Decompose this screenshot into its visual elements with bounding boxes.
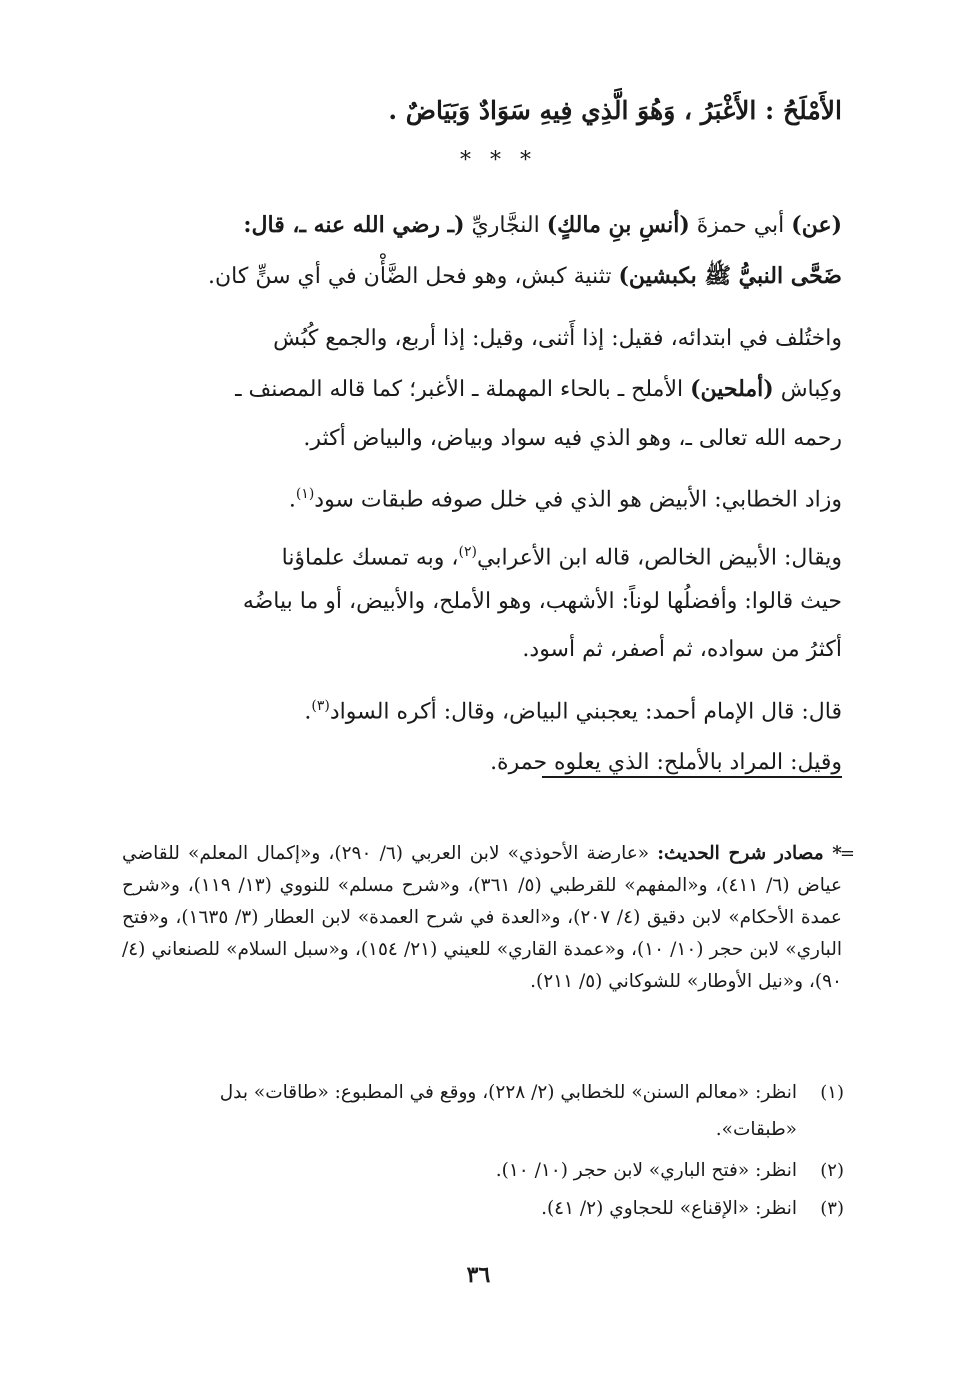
footnote-sources	[122, 838, 842, 998]
paragraph-text: .	[304, 699, 312, 725]
hadith-text: النجَّاريِّ	[464, 213, 547, 238]
footnote-continuation-marker: =	[839, 843, 855, 864]
paragraph-text: .	[288, 487, 296, 513]
footnote-sources-text: «عارضة الأحوذي» لابن العربي (٦/ ٢٩٠)، و«إكمال المعلم» للقاضي عياض (٦/ ٤١١)، و«المفهم» للقرطبي (٥/ ٣٦١)، و«شرح مسلم» للنووي (١٣/ ١١٩)، و«شرح عمدة الأحكام» لابن دقيق (٤/ ٢٠٧)، و«العدة في شرح العمدة» لابن العطار (٣/ ١٦٣٥)، و«فتح الباري» لابن حجر (١٠/ ١٠)، و«عمدة القاري» للعيني (٢١/ ١٥٤)، و«سبل السلام» للصنعاني (٤/ ٩٠)، و«نيل الأوطار» للشوكاني (٥/ ٢١١).	[122, 843, 842, 992]
hadith-bold-matn: ضَحَّى النبيُّ ﷺ بكبشين)	[618, 263, 842, 289]
footnote-ref: (٣)	[311, 698, 330, 714]
paragraph-text: ويقال: الأبيض الخالص، قاله ابن الأعرابي	[477, 545, 842, 571]
paragraph-line: وقيل: المراد بالأملح: الذي يعلوه حمرة.	[490, 750, 842, 775]
paragraph-text: قال: قال الإمام أحمد: يعجبني البياض، وقال: أكره السواد	[329, 699, 842, 725]
hadith-line-2	[208, 262, 842, 291]
paragraph-line	[235, 375, 842, 404]
footnote-text: انظر: «معالم السنن» للخطابي (٢/ ٢٢٨)، ووقع في المطبوع: «طاقات» بدل	[219, 1082, 797, 1103]
footnote-text: «طبقات».	[715, 1119, 797, 1140]
footnote-number: (٣)	[820, 1198, 844, 1219]
matn-bold-amlahayn: (أملحين)	[690, 376, 774, 402]
footnote-sources-label: * مصادر شرح الحديث:	[657, 843, 842, 864]
paragraph-text: وكِباش	[773, 377, 842, 402]
footnote-number: (٢)	[820, 1160, 844, 1181]
paragraph-line: رحمه الله تعالى ـ، وهو الذي فيه سواد وبياض، والبياض أكثر.	[303, 426, 842, 451]
footnote-number: (١)	[820, 1082, 844, 1103]
page-number: ٣٦	[466, 1262, 491, 1288]
paragraph-line: أكثرُ من سواده، ثم أصفر، ثم أسود.	[522, 637, 842, 662]
hadith-text: أبي حمزةَ	[689, 213, 792, 238]
paragraph-text: الأملح ـ بالحاء المهملة ـ الأغبر؛ كما قاله المصنف ـ	[235, 377, 691, 402]
footnote-separator	[542, 776, 842, 778]
footnote-ref: (٢)	[458, 544, 477, 560]
paragraph-text: ، وبه تمسك علماؤنا	[281, 545, 459, 571]
paragraph-text: وزاد الخطابي: الأبيض هو الذي في خلل صوفه طبقات سود	[314, 487, 842, 513]
hadith-line-1	[243, 211, 842, 240]
paragraph-line: واختُلف في ابتدائه، فقيل: إذا أَثنى، وقيل: إذا أربع، والجمع كُبُش	[273, 326, 842, 351]
hadith-bold-radiya: (ـ رضي الله عنه ـ، قال:	[243, 212, 465, 238]
hadith-bold-an: (عن)	[791, 212, 842, 238]
footnote-text: انظر: «الإقناع» للحجاوي (٢/ ٤١).	[541, 1198, 797, 1219]
paragraph-line	[304, 692, 842, 726]
footnote-text: انظر: «فتح الباري» لابن حجر (١٠/ ١٠).	[495, 1160, 797, 1181]
footnote-ref: (١)	[295, 486, 315, 502]
page-heading: الأَمْلَحُ : الأَغْبَرُ ، وَهُوَ الَّذِي فِيهِ سَوَادٌ وَبَيَاضٌ .	[388, 96, 842, 125]
paragraph-line	[289, 480, 842, 514]
paragraph-line	[282, 538, 842, 572]
section-divider-stars: * * *	[460, 148, 537, 173]
hadith-bold-narrator: (أنسِ بنِ مالكٍ)	[546, 212, 690, 238]
paragraph-line: حيث قالوا: وأفضلُها لوناً: الأشهب، وهو الأملح، والأبيض، أو ما بياضُه	[242, 589, 842, 614]
hadith-commentary: تثنية كبش، وهو فحل الضَّأْن في أي سنٍّ كان.	[208, 264, 619, 289]
